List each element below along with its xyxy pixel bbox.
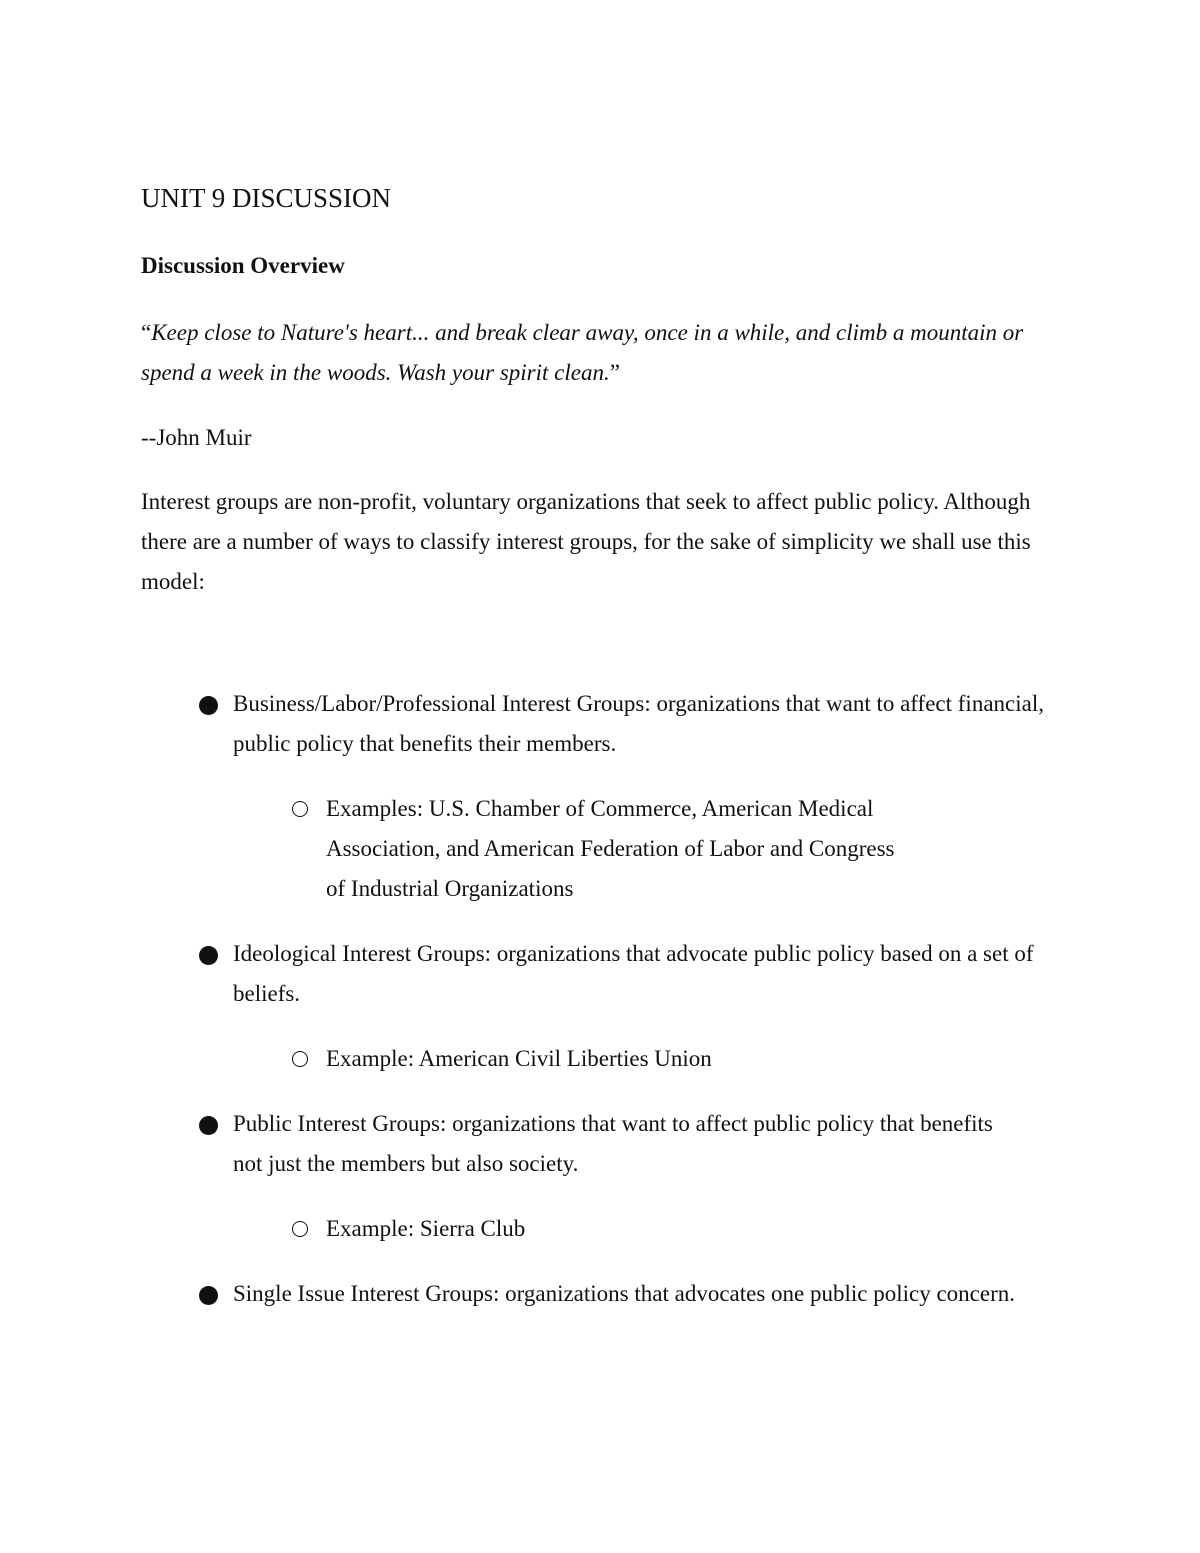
hollow-bullet-icon xyxy=(292,1051,308,1067)
list-item-text: Public Interest Groups: organizations that want to affect public policy that benefits not just the members but also society. xyxy=(233,1111,993,1176)
quote-attribution: --John Muir xyxy=(141,425,252,450)
interest-group-list xyxy=(141,684,1071,1314)
list-item-text: Ideological Interest Groups: organizations that advocate public policy based on a set of beliefs. xyxy=(233,941,1034,1006)
quote-open-mark: “ xyxy=(141,320,152,345)
list-item xyxy=(141,1274,1023,1314)
list-item-text: Business/Labor/Professional Interest Groups: organizations that want to affect financial, public policy that benefits their members. xyxy=(233,691,1044,756)
document-page xyxy=(141,178,1071,1339)
hollow-bullet-icon xyxy=(292,801,308,817)
hollow-bullet-icon xyxy=(292,1221,308,1237)
example-item xyxy=(233,789,911,909)
list-item-text: Single Issue Interest Groups: organizations that advocates one public policy concern. xyxy=(233,1281,1015,1306)
example-list xyxy=(233,789,1071,909)
list-item xyxy=(141,684,1071,909)
example-text: Examples: U.S. Chamber of Commerce, American Medical Association, and American Federation of Labor and Congress of Industrial Organizations xyxy=(326,796,895,901)
example-text: Example: American Civil Liberties Union xyxy=(326,1046,712,1071)
example-list xyxy=(233,1209,1013,1249)
example-item xyxy=(233,1209,926,1249)
quote-close-mark: ” xyxy=(609,360,620,385)
quote xyxy=(141,313,1071,393)
list-item xyxy=(141,934,1071,1079)
filled-bullet-icon xyxy=(199,696,218,715)
intro-paragraph: Interest groups are non-profit, voluntary organizations that seek to affect public policy. Although there are a number of ways to classify interest groups, for the sake of simplicity we shall use this model: xyxy=(141,489,1031,594)
filled-bullet-icon xyxy=(199,1116,218,1135)
page-title: UNIT 9 DISCUSSION xyxy=(141,183,392,213)
list-item xyxy=(141,1104,1013,1249)
example-text: Example: Sierra Club xyxy=(326,1216,526,1241)
quote-text: Keep close to Nature's heart... and break clear away, once in a while, and climb a mountain or spend a week in the woods. Wash your spirit clean. xyxy=(141,320,1024,385)
example-item xyxy=(233,1039,926,1079)
filled-bullet-icon xyxy=(199,946,218,965)
section-heading: Discussion Overview xyxy=(141,253,345,278)
filled-bullet-icon xyxy=(199,1286,218,1305)
example-list xyxy=(233,1039,1071,1079)
